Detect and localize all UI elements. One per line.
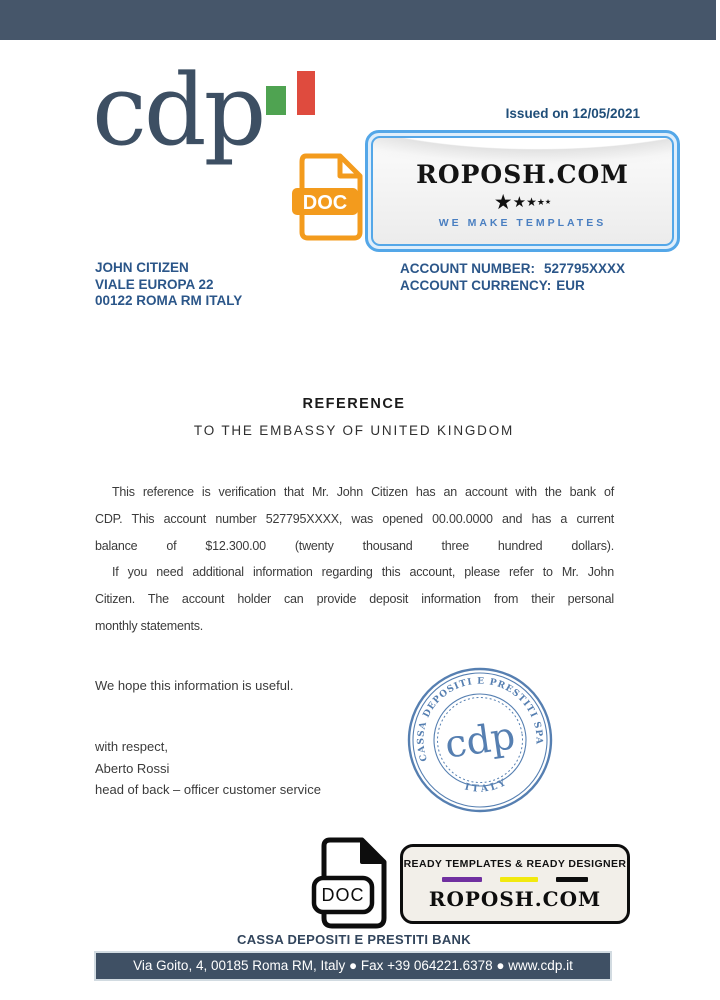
recipient-name: JOHN CITIZEN [95, 260, 189, 275]
bank-stamp-icon [395, 655, 564, 824]
star-icon: ★ [512, 193, 527, 211]
doc-file-black-icon [310, 836, 394, 935]
footer-bank-name: CASSA DEPOSITI E PRESTITI BANK [237, 932, 471, 947]
account-info-block [400, 260, 625, 294]
body-line: balance of $12.300.00 (twenty thousand three hundred dollars). [95, 538, 614, 553]
doc-file-orange-icon [288, 152, 370, 247]
dash-purple-icon [442, 877, 482, 882]
account-currency-label: ACCOUNT CURRENCY: [400, 278, 552, 293]
recipient-address-block [95, 260, 242, 310]
promo-brand: ROPOSH.COM [428, 886, 602, 911]
body-line: This reference is verification that Mr. John Citizen has an account with the bank of [112, 485, 614, 499]
promo-tagline: READY TEMPLATES & READY DESIGNER [403, 857, 627, 870]
star-icon: ★ [544, 198, 552, 206]
star-icon: ★ [493, 190, 513, 214]
letter-closing: We hope this information is useful. [95, 678, 294, 693]
promo-dashes-icon [442, 877, 588, 882]
recipient-street: VIALE EUROPA 22 [95, 276, 214, 292]
issued-date: Issued on 12/05/2021 [505, 106, 640, 121]
body-line: monthly statements. [95, 618, 204, 633]
roposh-watermark-inner [371, 136, 674, 246]
rating-stars-icon [373, 191, 672, 213]
letter-body [95, 479, 614, 640]
dash-black-icon [556, 877, 588, 882]
recipient-city: 00122 ROMA RM ITALY [95, 293, 243, 308]
italy-flag-green-bar-icon [266, 86, 286, 115]
account-currency-row [400, 277, 625, 294]
stamp-arc-text: CASSA DEPOSITI E PRESTITI SPA [416, 676, 544, 763]
dash-yellow-icon [500, 877, 538, 882]
account-number-label: ACCOUNT NUMBER: [400, 261, 535, 276]
letter-title: REFERENCE [302, 396, 406, 412]
stamp-bottom-text: ITALY [463, 776, 511, 795]
body-line: CDP. This account number 527795XXXX, was opened 00.00.0000 and has a current [95, 511, 614, 526]
star-icon: ★ [536, 196, 545, 207]
roposh-promo-badge [400, 844, 630, 924]
top-header-band [0, 0, 716, 40]
star-icon: ★ [526, 195, 537, 209]
doc-label: DOC [321, 885, 365, 905]
doc-label: DOC [302, 192, 348, 214]
signoff-title: head of back – officer customer service [95, 782, 321, 797]
letter-heading [95, 396, 613, 438]
footer-contact-bar: Via Goito, 4, 00185 Roma RM, Italy ● Fax +39 064221.6378 ● www.cdp.it [94, 951, 612, 981]
signoff-respect: with respect, [95, 739, 168, 754]
account-number-row [400, 260, 625, 277]
body-line: Citizen. The account holder can provide deposit information from their personal [95, 592, 614, 607]
italy-flag-red-bar-icon [297, 71, 315, 115]
account-number-value: 527795XXXX [544, 261, 626, 276]
roposh-watermark-tagline: WE MAKE TEMPLATES [438, 217, 607, 229]
cdp-logo: cdp [92, 54, 264, 168]
stamp-center-logo: cdp [442, 713, 518, 767]
roposh-watermark-title: ROPOSH.COM [416, 160, 629, 189]
letter-subtitle: TO THE EMBASSY OF UNITED KINGDOM [193, 423, 515, 438]
svg-text:ITALY [462, 775, 511, 797]
signoff-name: Aberto Rossi [95, 760, 170, 776]
body-line: If you need additional information regarding this account, please refer to Mr. John [112, 565, 614, 580]
signature-block [95, 736, 321, 801]
roposh-watermark-box [365, 130, 680, 252]
account-currency-value: EUR [556, 278, 585, 293]
